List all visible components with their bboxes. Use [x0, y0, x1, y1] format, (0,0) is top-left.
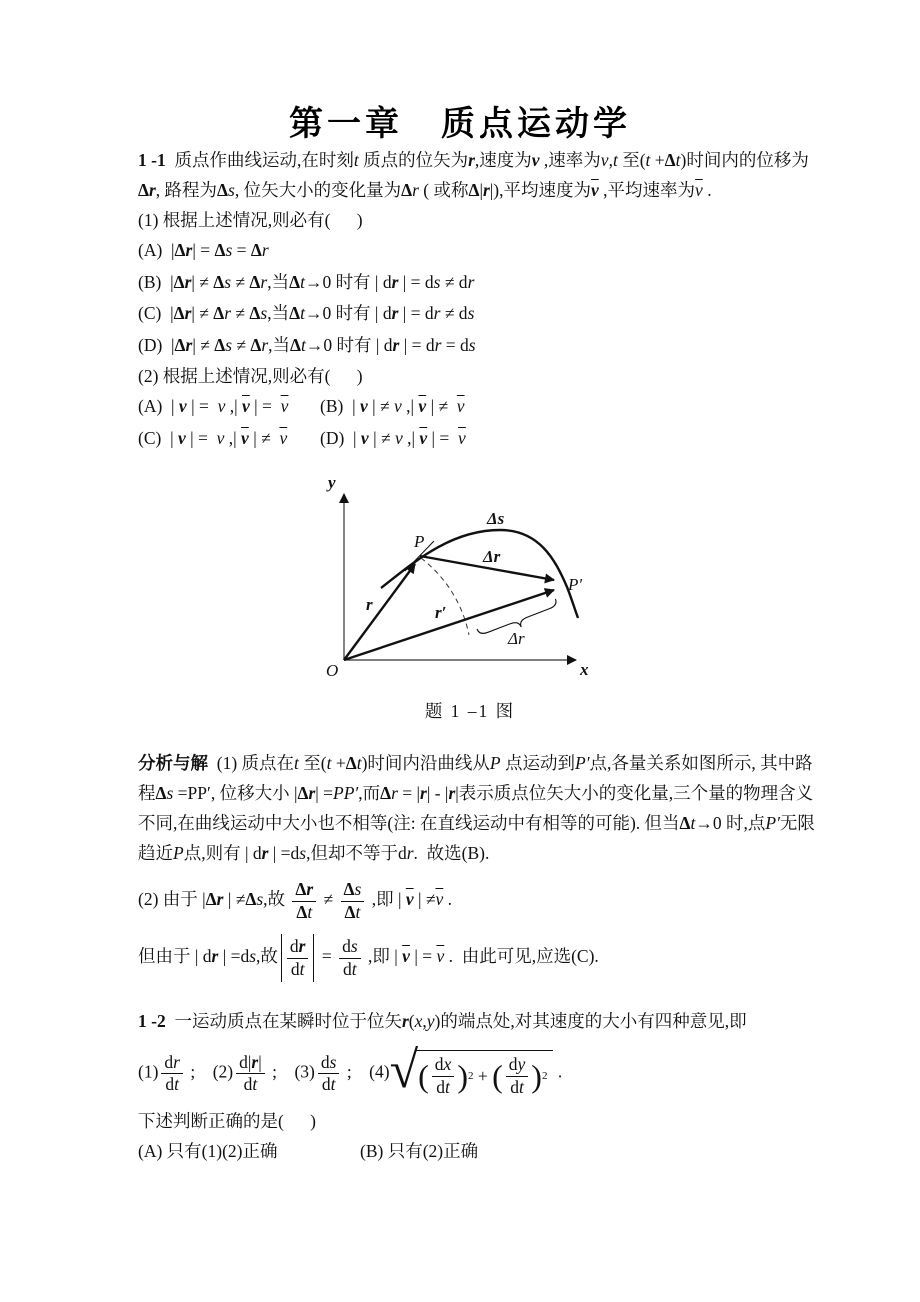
problem-1-1-question-1: (1) 根据上述情况,则必有( ) [138, 210, 363, 230]
radius-arc [421, 558, 469, 635]
option-2-b: (B) | v | ≠ v ,| $\overline{v}$ | ≠ $\overline{v}$ [320, 396, 465, 416]
figure-1-1-canvas [288, 468, 652, 686]
r-prime-vector [344, 590, 554, 660]
option-1-b: (B) |Δr| ≠ Δs ≠ Δr,当Δt→0 时有 | dr | = ds ≠ dr [138, 271, 475, 292]
y-axis-label: y [328, 473, 336, 492]
problem-1-2-options-row [138, 1136, 816, 1168]
displacement-label: Δr [483, 547, 501, 566]
problem-1-1-question-2: (2) 根据上述情况,则必有( ) [138, 366, 363, 386]
analysis-paragraph-3: 但由于 | dr | =ds,故 $\frac{dr}{dt}$ = $\frac{ds}{dt}$ ,即 | $\overline{v}$ | = $\overline{v}$ . 由此可见,应选(C). [138, 934, 816, 982]
trajectory-curve [381, 530, 578, 618]
point-p-prime-label: P′ [568, 575, 583, 594]
option-2-d: (D) | v | ≠ v ,| $\overline{v}$ | = $\overline{v}$ [320, 427, 466, 448]
figure-caption: 题 1 –1 图 [424, 701, 516, 721]
analysis-paragraph-1: 分析与解 (1) 质点在t 至(t +Δt)时间内沿曲线从P 点运动到P′点,各量关系如图所示, 其中路程Δs =PP′, 位移大小 |Δr| =PP′,而Δr = |r| - |r|表示质点位矢大小的变化量,三个量的物理含义不同,在曲线运动中大小也不相等(注: 在直线运动中有相等的可能). 但当Δt→0 时,点P′无限趋近P点,则有 | dr | =ds,但却不等于dr. 故选(B). [138, 753, 815, 863]
chapter-title: 第一章 质点运动学 [289, 106, 631, 143]
option-1-d: (D) |Δr| ≠ Δs ≠ Δr,当Δt→0 时有 | dr | = dr = ds [138, 334, 476, 355]
x-axis-label: x [580, 660, 589, 679]
option-1-2-b: (B) 只有(2)正确 [360, 1140, 479, 1161]
problem-1-2-formulas: (1) $\frac{dr}{dt}$ ; (2) $\frac{d|r|}{dt}$ ; (3) $\frac{ds}{dt}$ ; (4) √ ( $\frac{dx}{dt}$ ) 2 + ( $\frac{dy}{dt}$ ) 2 . [138, 1042, 563, 1100]
problem-1-2-question: 下述判断正确的是( ) [138, 1110, 316, 1131]
r-label: r [366, 595, 373, 614]
r-prime-label: r′ [435, 603, 447, 622]
page-content [0, 145, 920, 1167]
delta-r-scalar-label: Δr [508, 629, 525, 648]
problem-1-2-statement: 1 -2 一运动质点在某瞬时位于位矢r(x,y)的端点处,对其速度的大小有四种意见,即 [138, 1011, 747, 1032]
option-2-a: (A) | v | = v ,| $\overline{v}$ | = $\overline{v}$ [138, 396, 289, 416]
arc-length-label: Δs [487, 509, 505, 528]
origin-label: O [326, 661, 339, 680]
analysis-paragraph-2: (2) 由于 |Δr | ≠Δs,故 $\frac{\Delta r}{\Delta t}$ ≠ $\frac{\Delta s}{\Delta t}$ ,即 | $\overline{v}$ | $\ne\overline{v}$ . [138, 879, 453, 922]
option-1-c: (C) |Δr| ≠ Δr ≠ Δs,当Δt→0 时有 | dr | = dr ≠ ds [138, 303, 475, 323]
problem-1-1-statement: 1 -1 质点作曲线运动,在时刻t 质点的位矢为r,速度为v ,速率为v,t 至(t +Δt)时间内的位移为Δr, 路程为Δs, 位矢大小的变化量为Δr ( 或称Δ|r|),平均速度为$\overline{v}$ ,平均速率为$\overline{v}$ . [138, 150, 809, 200]
option-1-2-a: (A) 只有(1)(2)正确 [138, 1140, 278, 1161]
options-2-row-1 [138, 391, 816, 423]
r-vector [344, 564, 415, 660]
option-2-c: (C) | v | = v ,| $\overline{v}$ | ≠ $\overline{v}$ [138, 427, 288, 448]
options-2-row-2 [138, 423, 816, 455]
option-1-a: (A) |Δr| = Δs = Δr [138, 240, 269, 260]
point-p-label: P [414, 532, 425, 551]
figure-1-1 [288, 468, 652, 726]
